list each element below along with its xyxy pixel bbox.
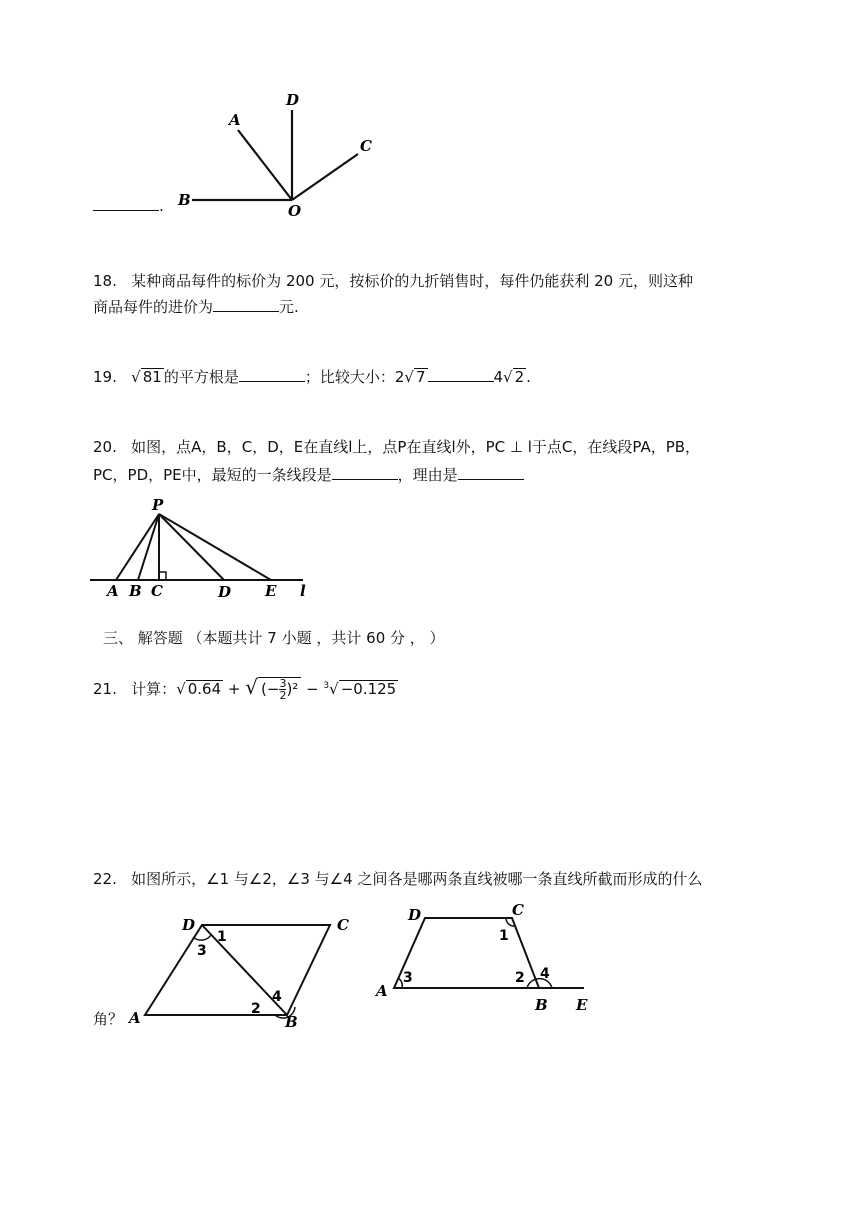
q22-trapezoid-figure [372, 898, 602, 1023]
q18-line2 [93, 296, 299, 318]
q20-text3: ，理由是 [397, 466, 458, 484]
q19-blank1[interactable] [239, 367, 305, 382]
q17-tail: . [159, 197, 164, 215]
q22-fig2-num-2: 2 [515, 970, 525, 986]
q20-perpendicular-figure [88, 496, 328, 606]
q22-fig1-label-b: B [285, 1013, 298, 1030]
q20-blank1[interactable] [332, 465, 398, 480]
q20-label-d: D [218, 583, 232, 601]
q22-fig2-label-a: A [376, 982, 388, 1000]
q19-number: 19. [93, 368, 117, 386]
q22-fig2-label-c: C [512, 901, 524, 919]
q19-radicand2: 7 [415, 368, 426, 386]
q18-text1: 某种商品每件的标价为 200 元，按标价的九折销售时，每件仍能获利 20 元，则这种 [131, 272, 693, 290]
q17-label-b: B [178, 191, 191, 209]
q22-text2: 角？ [93, 1010, 124, 1028]
q19-text1: 的平方根是 [163, 368, 239, 386]
q22-line1 [93, 868, 702, 890]
q20-number: 20. [93, 438, 117, 456]
section3-title-text: 三、 解答题 （本题共计 7 小题 ，共计 60 分 ， ） [103, 629, 445, 647]
q22-fig1-label-d: D [182, 916, 196, 934]
q21-term1: 0.64 [187, 680, 222, 698]
q22-fig1-num-2: 2 [251, 1001, 261, 1017]
q21-plus: + [223, 680, 246, 698]
q20-label-c: C [151, 582, 163, 600]
q19-blank2[interactable] [428, 367, 494, 382]
q19-text2: ；比较大小：2 [304, 368, 405, 386]
q20-blank2[interactable] [458, 465, 524, 480]
q19-text3: 4 [493, 368, 504, 386]
q21-line: 21. 计算：√ 0.64 + √ (− $\frac{3}{2}$ )² − $^3$√ −0.125 [93, 675, 397, 702]
q18-number: 18. [93, 272, 117, 290]
q20-label-p: P [152, 496, 164, 514]
q20-label-a: A [107, 582, 119, 600]
q22-fig2-label-b: B [535, 996, 548, 1014]
q18-answer-blank[interactable] [213, 297, 279, 312]
q20-line2 [93, 464, 524, 486]
q17-label-a: A [229, 111, 241, 129]
section3-title [103, 627, 445, 649]
q18-text3: 元. [279, 298, 299, 316]
q18-line1 [93, 270, 693, 292]
q22-parallelogram-figure [125, 905, 365, 1030]
q20-text2: PC，PD，PE中，最短的一条线段是 [93, 466, 332, 484]
q21-term2 [258, 677, 301, 701]
q20-label-b: B [129, 582, 142, 600]
q21-frac-num: 3 [279, 677, 287, 690]
q20-line1 [93, 436, 700, 458]
q22-fig1-label-a: A [129, 1009, 141, 1027]
q22-fig2-num-3: 3 [403, 970, 413, 986]
q21-paren-close: )² [286, 680, 299, 698]
q21-paren-open: (− [261, 680, 280, 698]
q22-fig1-num-4: 4 [272, 989, 282, 1005]
q22-fig1-num-3: 3 [197, 943, 207, 959]
q22-line2 [93, 1008, 123, 1030]
q19-radicand1: 81 [142, 368, 162, 386]
q21-number: 21. [93, 680, 117, 698]
q17-answer-blank[interactable] [93, 196, 159, 211]
q17-answer-line [93, 195, 164, 217]
q17-label-c: C [360, 137, 372, 155]
q21-root-index: 3 [323, 681, 330, 691]
q21-prefix: 计算： [131, 680, 177, 698]
q22-fig2-num-4: 4 [540, 966, 550, 982]
q22-fig2-num-1: 1 [499, 928, 509, 944]
q19-tail: . [526, 368, 531, 386]
q20-label-l: l [300, 582, 306, 600]
q22-number: 22. [93, 870, 117, 888]
q22-fig2-label-e: E [576, 996, 588, 1014]
q21-minus: − [301, 680, 324, 698]
q22-fig1-num-1: 1 [217, 929, 227, 945]
q17-angle-figure [170, 88, 390, 223]
q22-text1: 如图所示，∠1 与∠2，∠3 与∠4 之间各是哪两条直线被哪一条直线所截而形成的什么 [131, 870, 703, 888]
q17-label-o: O [288, 202, 302, 220]
q21-frac-den: 2 [279, 689, 287, 702]
q19-radicand3: 2 [514, 368, 525, 386]
q20-label-e: E [265, 582, 277, 600]
q17-label-d: D [286, 91, 300, 109]
q22-fig1-label-c: C [337, 916, 349, 934]
q19-line: 19. √ 81 的平方根是 ；比较大小：2√ 7 4√ 2 . [93, 368, 531, 386]
q21-term3: −0.125 [340, 680, 397, 698]
q18-text2: 商品每件的进价为 [93, 298, 214, 316]
q22-fig2-label-d: D [408, 906, 422, 924]
q20-text1: 如图，点A，B，C，D，E在直线l上，点P在直线l外，PC ⊥ l于点C，在线段PA，PB， [131, 438, 701, 456]
